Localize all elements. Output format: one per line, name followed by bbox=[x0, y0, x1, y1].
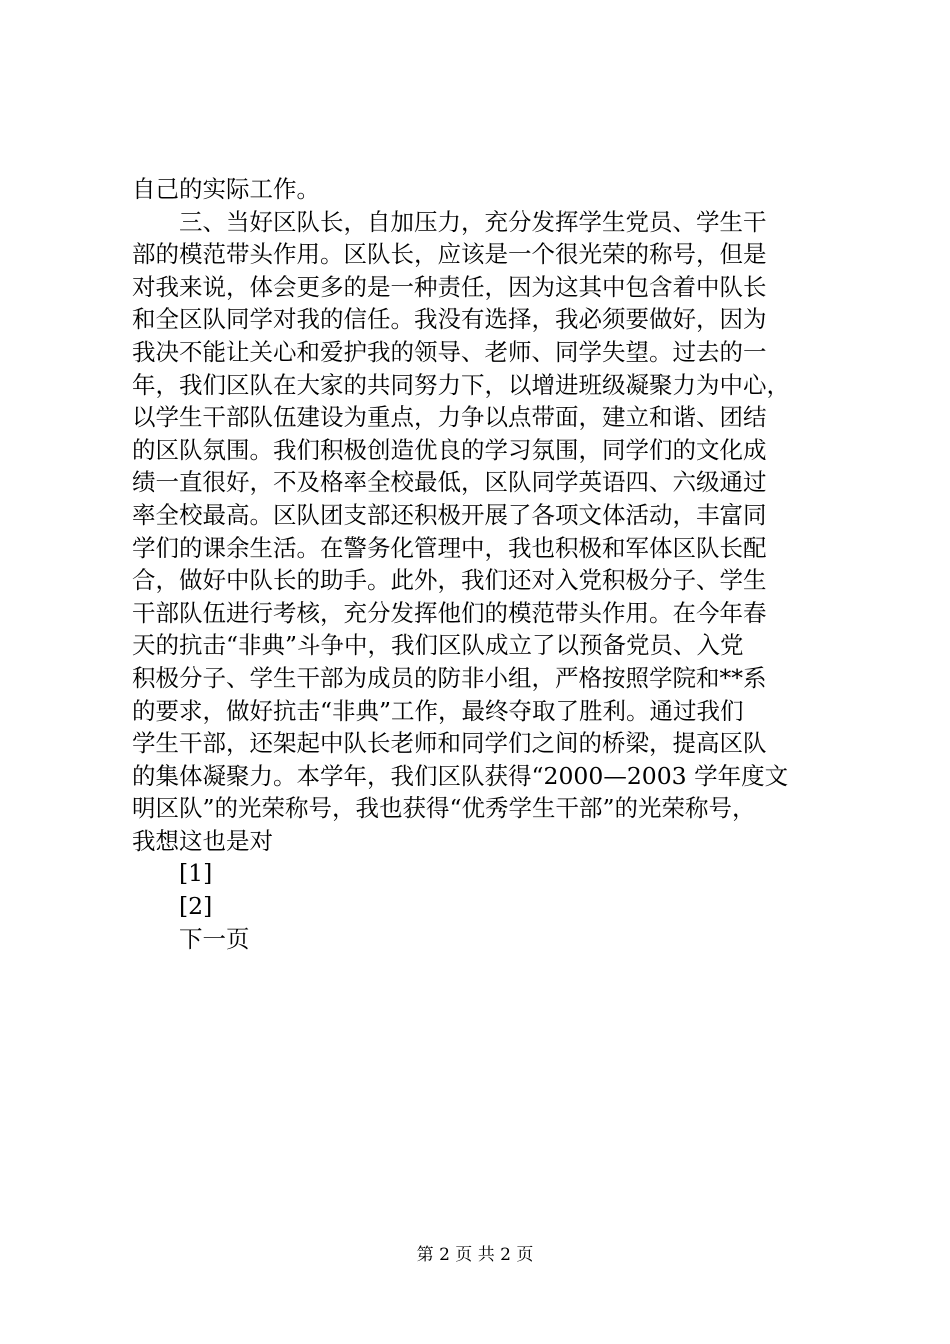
body-line: 自己的实际工作。 bbox=[132, 175, 320, 203]
next-page-link[interactable]: 下一页 bbox=[179, 924, 250, 953]
page-footer bbox=[0, 1243, 950, 1267]
body-line: 干部队伍进行考核，充分发挥他们的模范带头作用。在今年春 bbox=[132, 598, 767, 627]
body-line: 我决不能让关心和爱护我的领导、老师、同学失望。过去的一 bbox=[132, 337, 767, 366]
body-line: 明区队”的光荣称号，我也获得“优秀学生干部”的光荣称号， bbox=[132, 794, 756, 823]
page-link-row bbox=[132, 890, 844, 923]
body-line: 学生干部，还架起中队长老师和同学们之间的桥梁，提高区队 bbox=[132, 729, 767, 758]
page-indicator: 第 2 页 共 2 页 bbox=[416, 1245, 534, 1265]
body-line: 的集体凝聚力。本学年，我们区队获得“2000—2003 学年度文 bbox=[132, 761, 789, 790]
body-line: 的要求，做好抗击“非典”工作，最终夺取了胜利。通过我们 bbox=[132, 696, 744, 725]
body-line: 合，做好中队长的助手。此外，我们还对入党积极分子、学生 bbox=[132, 566, 767, 595]
body-line: 和全区队同学对我的信任。我没有选择，我必须要做好，因为 bbox=[132, 305, 767, 334]
body-line: 部的模范带头作用。区队长，应该是一个很光荣的称号，但是 bbox=[132, 240, 767, 269]
page-link-row bbox=[132, 923, 844, 956]
body-line: 绩一直很好，不及格率全校最低，区队同学英语四、六级通过 bbox=[132, 468, 767, 497]
body-line: 率全校最高。区队团支部还积极开展了各项文体活动，丰富同 bbox=[132, 500, 767, 529]
body-line: 以学生干部队伍建设为重点，力争以点带面，建立和谐、团结 bbox=[132, 403, 767, 432]
body-line: 天的抗击“非典”斗争中，我们区队成立了以预备党员、入党 bbox=[132, 631, 744, 660]
document-body bbox=[132, 173, 844, 955]
body-line: 年，我们区队在大家的共同努力下，以增进班级凝聚力为中心， bbox=[132, 370, 790, 399]
body-line: 的区队氛围。我们积极创造优良的学习氛围，同学们的文化成 bbox=[132, 435, 767, 464]
page-link-2[interactable]: [2] bbox=[179, 892, 213, 921]
body-line: 我想这也是对 bbox=[132, 826, 273, 855]
body-line: 对我来说，体会更多的是一种责任，因为这其中包含着中队长 bbox=[132, 272, 767, 301]
body-line: 三、当好区队长，自加压力，充分发挥学生党员、学生干 bbox=[132, 207, 767, 236]
body-line: 积极分子、学生干部为成员的防非小组，严格按照学院和**系 bbox=[132, 663, 767, 692]
page-link-1[interactable]: [1] bbox=[179, 859, 213, 888]
body-line: 学们的课余生活。在警务化管理中，我也积极和军体区队长配 bbox=[132, 533, 767, 562]
page-link-row bbox=[132, 857, 844, 890]
